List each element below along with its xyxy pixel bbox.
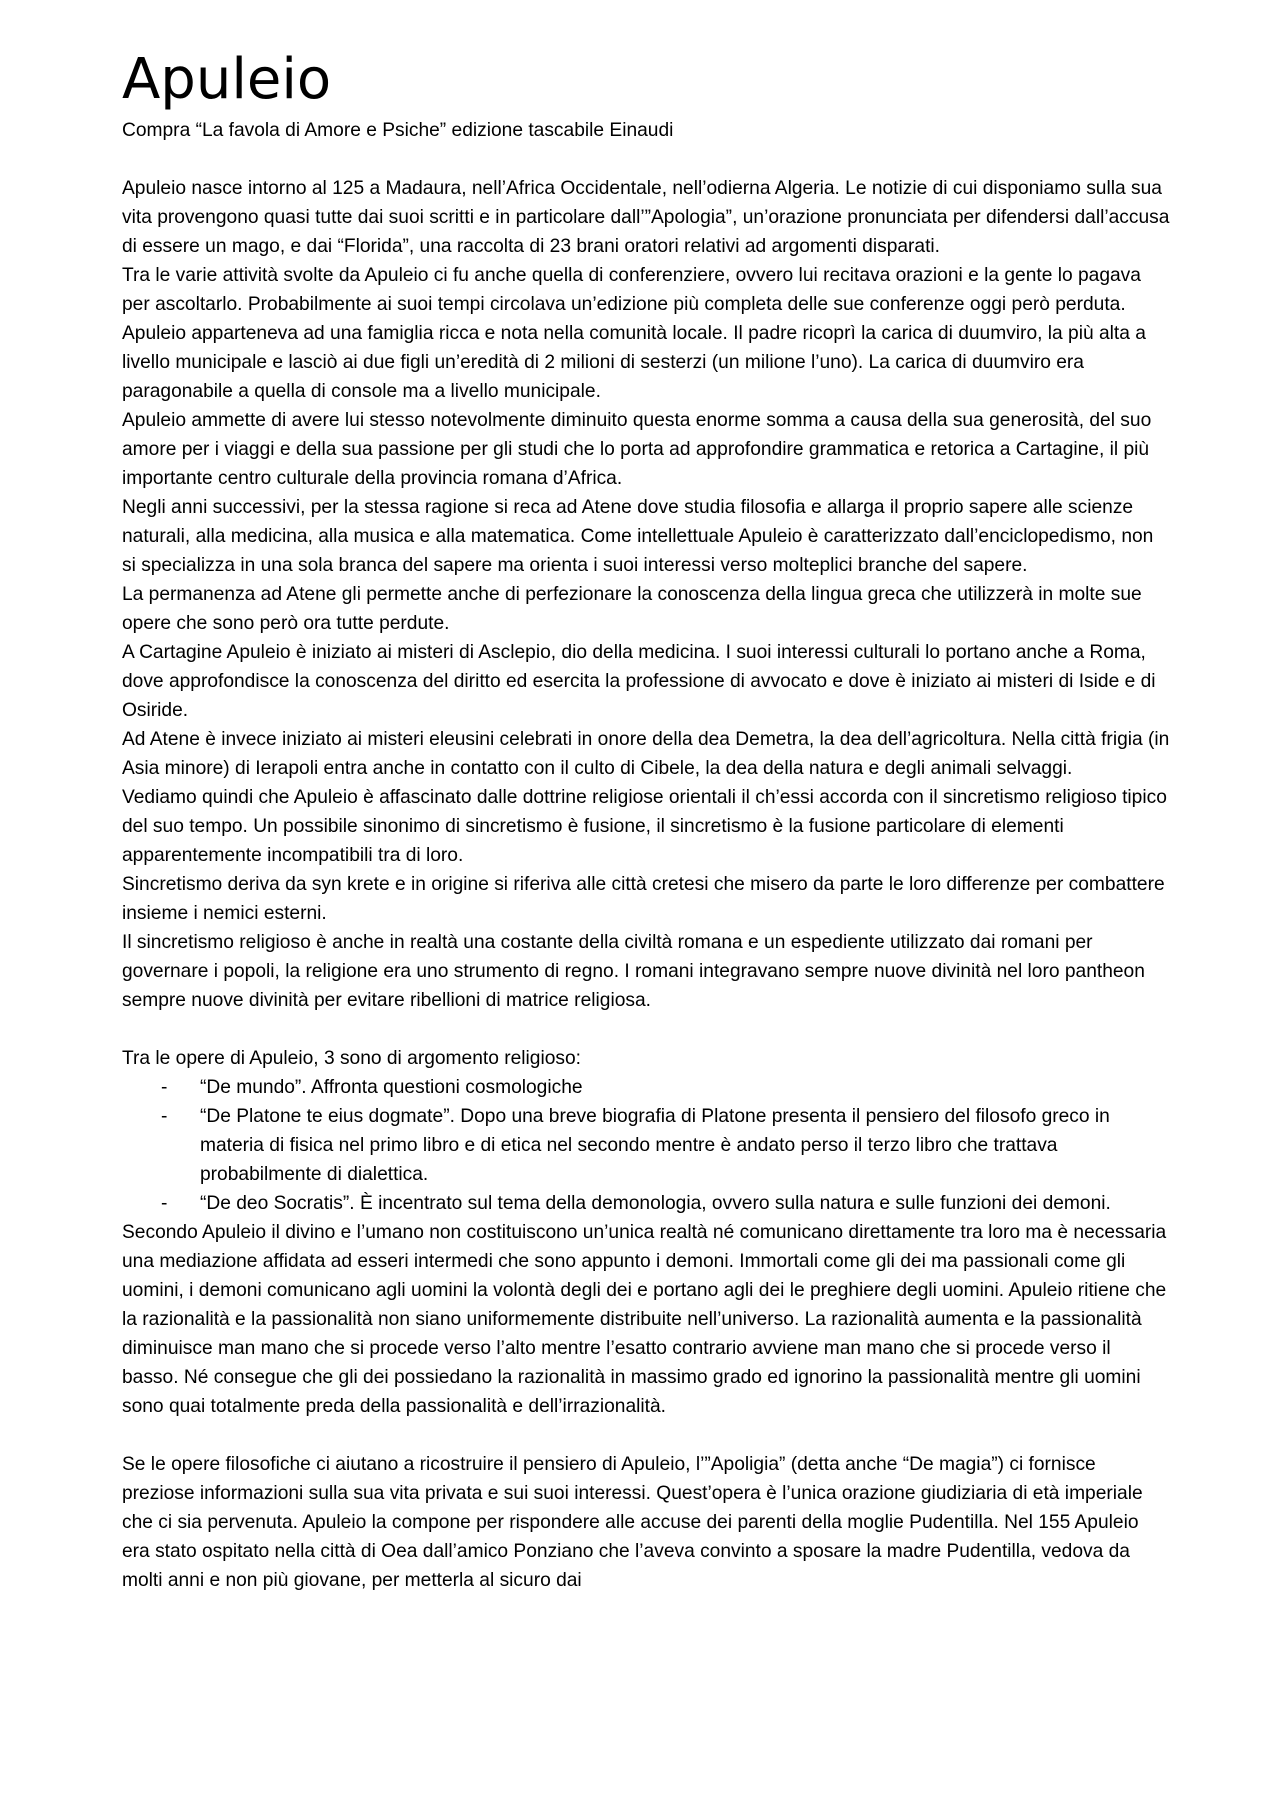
paragraph: Apuleio nasce intorno al 125 a Madaura, nell’Africa Occidentale, nell’odierna Algeria. Le notizie di cui disponiamo sulla sua vita provengono quasi tutte dai suoi scritti e in particolare dall’”Apologia”, un’orazione pronunciata per difendersi dall’accusa di essere un mago, e dai “Florida”, una raccolta di 23 brani oratori relativi ad argomenti disparati. bbox=[122, 178, 1170, 257]
paragraph: La permanenza ad Atene gli permette anche di perfezionare la conoscenza della lingua greca che utilizzerà in molte sue opere che sono però ora tutte perdute. bbox=[122, 584, 1142, 634]
paragraph: Ad Atene è invece iniziato ai misteri eleusini celebrati in onore della dea Demetra, la dea dell’agricoltura. Nella città frigia (in Asia minore) di Ierapoli entra anche in contatto con il culto di Cibele, la dea della natura e degli animali selvaggi. bbox=[122, 729, 1170, 779]
list-item-text: “De mundo”. Affronta questioni cosmologiche bbox=[200, 1077, 583, 1098]
paragraph: Apuleio apparteneva ad una famiglia ricca e nota nella comunità locale. Il padre ricoprì la carica di duumviro, la più alta a livello municipale e lasciò ai due figli un’eredità di 2 milioni di sesterzi (un milione l’uno). La carica di duumviro era paragonabile a quella di console ma a livello municipale. bbox=[122, 323, 1146, 402]
paragraph: Tra le varie attività svolte da Apuleio ci fu anche quella di conferenziere, ovvero lui recitava orazioni e la gente lo pagava per ascoltarlo. Probabilmente ai suoi tempi circolava un’edizione più completa delle sue conferenze oggi però perduta. bbox=[122, 265, 1141, 315]
list-item bbox=[122, 1102, 1170, 1189]
paragraph: Se le opere filosofiche ci aiutano a ricostruire il pensiero di Apuleio, l’”Apoligia” (detta anche “De magia”) ci fornisce preziose informazioni sulla sua vita privata e sui suoi interessi. Quest’opera è l’unica orazione giudiziaria di età imperiale che ci sia pervenuta. Apuleio la compone per rispondere alle accuse dei parenti della moglie Pudentilla. Nel 155 Apuleio era stato ospitato nella città di Oea dall’amico Ponziano che l’aveva convinto a sposare la madre Pudentilla, vedova da molti anni e non più giovane, per metterla al sicuro dai bbox=[122, 1454, 1143, 1591]
paragraph: Secondo Apuleio il divino e l’umano non costituiscono un’unica realtà né comunicano direttamente tra loro ma è necessaria una mediazione affidata ad esseri intermedi che sono appunto i demoni. Immortali come gli dei ma passionali come gli uomini, i demoni comunicano agli uomini la volontà degli dei e portano agli dei le preghiere degli uomini. Apuleio ritiene che la razionalità e la passionalità non siano uniformemente distribuite nell’universo. La razionalità aumenta e la passionalità diminuisce man mano che si procede verso l’alto mentre l’esatto contrario avviene man mano che si procede verso il basso. Né consegue che gli dei possiedano la razionalità in massimo grado ed ignorino la passionalità mentre gli uomini sono quai totalmente preda della passionalità e dell’irrazionalità. bbox=[122, 1222, 1167, 1417]
paragraph: A Cartagine Apuleio è iniziato ai misteri di Asclepio, dio della medicina. I suoi interessi culturali lo portano anche a Roma, dove approfondisce la conoscenza del diritto ed esercita la professione di avvocato e dove è iniziato ai misteri di Iside e di Osiride. bbox=[122, 642, 1156, 721]
list-item-text: “De Platone te eius dogmate”. Dopo una breve biografia di Platone presenta il pensiero del filosofo greco in materia di fisica nel primo libro e di etica nel secondo mentre è andato perso il terzo libro che trattava probabilmente di dialettica. bbox=[200, 1106, 1110, 1185]
list-bullet: - bbox=[161, 1077, 168, 1098]
paragraph: Sincretismo deriva da syn krete e in origine si riferiva alle città cretesi che misero da parte le loro differenze per combattere insieme i nemici esterni. bbox=[122, 874, 1165, 924]
document-subtitle: Compra “La favola di Amore e Psiche” edizione tascabile Einaudi bbox=[122, 120, 674, 141]
religious-works-section bbox=[122, 1044, 1170, 1421]
document-page bbox=[122, 44, 1170, 1595]
list-bullet: - bbox=[161, 1106, 168, 1127]
works-list bbox=[122, 1073, 1170, 1218]
paragraph: Il sincretismo religioso è anche in realtà una costante della civiltà romana e un espediente utilizzato dai romani per governare i popoli, la religione era uno strumento di regno. I romani integravano sempre nuove divinità nel loro pantheon sempre nuove divinità per evitare ribellioni di matrice religiosa. bbox=[122, 932, 1145, 1011]
list-item bbox=[122, 1073, 1170, 1102]
list-item-text: “De deo Socratis”. È incentrato sul tema della demonologia, ovvero sulla natura e sulle funzioni dei demoni. bbox=[200, 1193, 1111, 1214]
paragraph-gap bbox=[122, 1015, 1170, 1044]
document-title: Apuleio bbox=[122, 47, 332, 112]
works-intro: Tra le opere di Apuleio, 3 sono di argomento religioso: bbox=[122, 1048, 581, 1069]
paragraph: Apuleio ammette di avere lui stesso notevolmente diminuito questa enorme somma a causa della sua generosità, del suo amore per i viaggi e della sua passione per gli studi che lo porta ad approfondire grammatica e retorica a Cartagine, il più importante centro culturale della provincia romana d’Africa. bbox=[122, 410, 1152, 489]
paragraph: Vediamo quindi che Apuleio è affascinato dalle dottrine religiose orientali il ch’essi accorda con il sincretismo religioso tipico del suo tempo. Un possibile sinonimo di sincretismo è fusione, il sincretismo è la fusione particolare di elementi apparentemente incompatibili tra di loro. bbox=[122, 787, 1167, 866]
list-item bbox=[122, 1189, 1170, 1218]
apologia-section bbox=[122, 1450, 1170, 1595]
paragraph-gap bbox=[122, 1421, 1170, 1450]
biography-section bbox=[122, 174, 1170, 1015]
paragraph: Negli anni successivi, per la stessa ragione si reca ad Atene dove studia filosofia e allarga il proprio sapere alle scienze naturali, alla medicina, alla musica e alla matematica. Come intellettuale Apuleio è caratterizzato dall’enciclopedismo, non si specializza in una sola branca del sapere ma orienta i suoi interessi verso molteplici branche del sapere. bbox=[122, 497, 1154, 576]
list-bullet: - bbox=[161, 1193, 168, 1214]
